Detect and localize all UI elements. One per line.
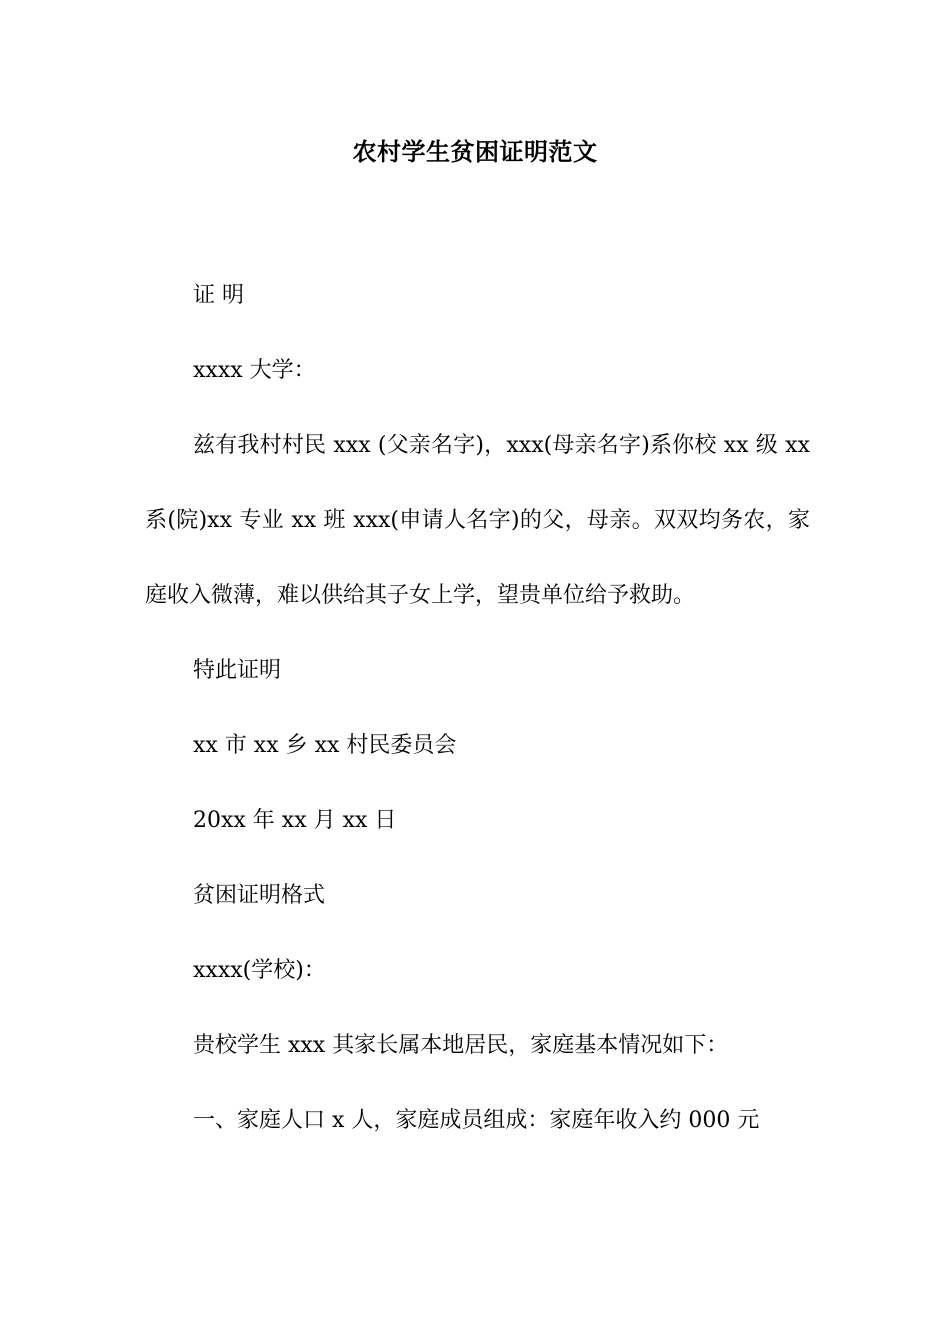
paragraph-addressee-university: xxxx 大学： — [193, 358, 316, 383]
paragraph-addressee-school: xxxx(学校)： — [193, 958, 326, 983]
document-body — [145, 258, 810, 1158]
paragraph-student-family: 贵校学生 xxx 其家长属本地居民，家庭基本情况如下： — [193, 1033, 729, 1058]
paragraph-family-population: 一、家庭人口 x 人，家庭成员组成：家庭年收入约 000 元 — [193, 1108, 760, 1133]
document-title: 农村学生贫困证明范文 — [352, 138, 598, 166]
paragraph-issuer: xx 市 xx 乡 xx 村民委员会 — [193, 733, 457, 758]
paragraph-date: 20xx 年 xx 月 xx 日 — [193, 808, 397, 833]
paragraph-hereby-certify: 特此证明 — [193, 658, 282, 683]
paragraph-certificate-body: 兹有我村村民 xxx (父亲名字)，xxx(母亲名字)系你校 xx 级 xx 系(院)xx 专业 xx 班 xxx(申请人名字)的父，母亲。双双均务农，家庭收入微薄，难以供给其子女上学，望贵单位给予救助。 — [145, 433, 810, 608]
paragraph-heading-certificate: 证 明 — [193, 283, 244, 308]
paragraph-format-heading: 贫困证明格式 — [193, 883, 326, 908]
